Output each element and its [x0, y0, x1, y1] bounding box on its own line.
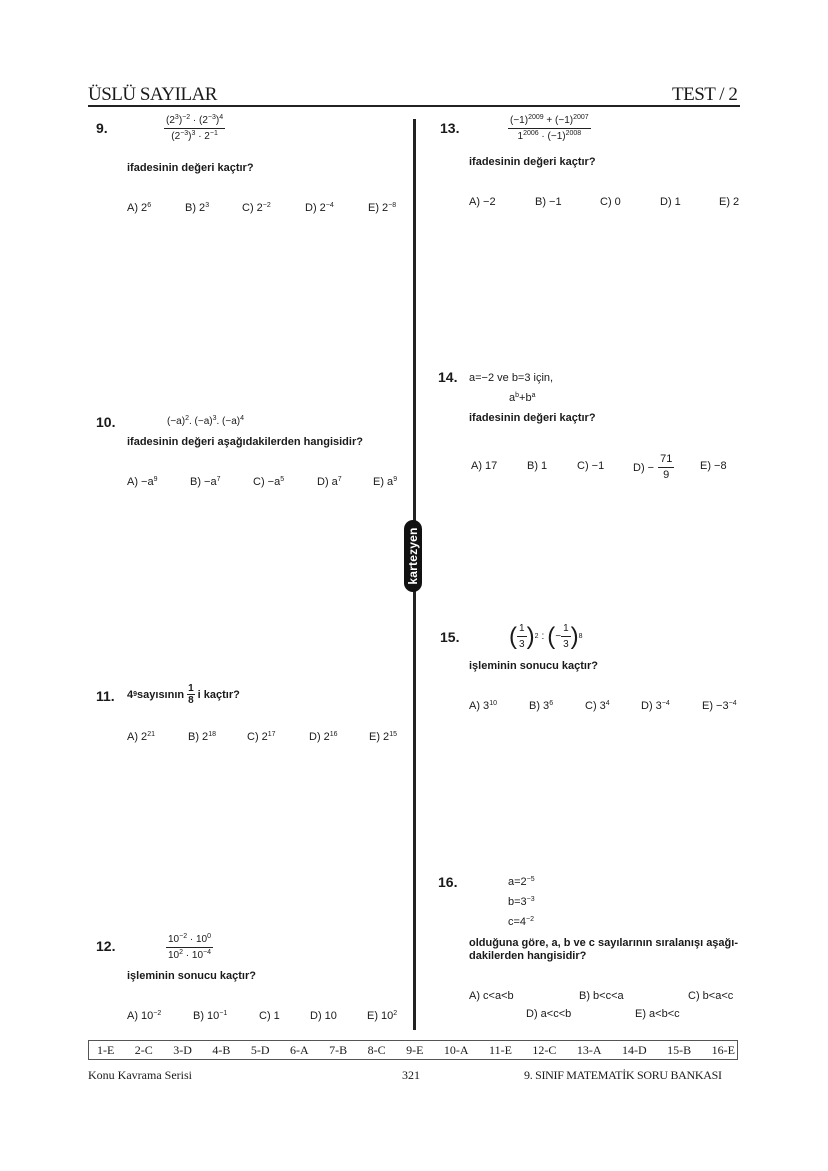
header-divider: [88, 105, 740, 107]
option-d[interactable]: D) a<c<b: [526, 1008, 572, 1020]
option-a[interactable]: $A) -a^9$: [127, 476, 158, 488]
option-e[interactable]: E) $10^2$: [367, 1010, 398, 1022]
question-prompt-line1: olduğuna göre, a, b ve c sayılarının sıralanışı aşağı-: [469, 937, 738, 949]
option-e[interactable]: E) $a^9$: [373, 476, 398, 488]
question-prompt: ifadesinin değeri kaçtır?: [469, 156, 596, 168]
given-c: $c=4^{-2}$: [508, 916, 535, 928]
option-b[interactable]: $B) -a^7$: [190, 476, 221, 488]
given-b: $b=3^{-3}$: [508, 896, 535, 908]
brand-logo-text: kartezyen: [406, 527, 420, 585]
option-e[interactable]: E) $2^{15}$: [369, 731, 397, 743]
question-number: 16.: [438, 874, 458, 890]
option-b[interactable]: B) $2^3$: [185, 202, 210, 214]
option-b[interactable]: B) 1: [527, 460, 548, 472]
option-b[interactable]: B) $10^{-1}$: [193, 1010, 228, 1022]
answer-key-item: 11-E: [489, 1042, 512, 1057]
question-prompt: ifadesinin değeri kaçtır?: [127, 162, 254, 174]
option-c[interactable]: C) $2^{-2}$: [242, 202, 271, 214]
option-a[interactable]: A) $2^6$: [127, 202, 152, 214]
question-prompt: ifadesinin değeri aşağıdakilerden hangisidir?: [127, 436, 363, 448]
question-prompt: 4 9 sayısının 1 8 i kaçtır?: [127, 683, 240, 706]
answer-key-item: 12-C: [532, 1042, 557, 1057]
option-c[interactable]: $C) -a^5$: [253, 476, 285, 488]
option-b[interactable]: B) $2^{18}$: [188, 731, 216, 743]
question-number: 11.: [96, 688, 115, 704]
question-expression: $a^b+b^a$: [509, 392, 536, 404]
option-a[interactable]: A) 17: [471, 460, 498, 472]
option-c[interactable]: C) $2^{17}$: [247, 731, 276, 743]
answer-key-item: 1-E: [97, 1042, 115, 1057]
question-number: 9.: [96, 120, 108, 136]
answer-key-item: 9-E: [406, 1042, 424, 1057]
answer-key: [88, 1040, 738, 1060]
option-e[interactable]: E) −8: [700, 460, 727, 472]
option-a[interactable]: A) $2^{21}$: [127, 731, 155, 743]
option-d[interactable]: D) $3^{-4}$: [641, 700, 670, 712]
given-a: $a=2^{-5}$: [508, 876, 535, 888]
question-number: 13.: [440, 120, 460, 136]
option-c[interactable]: C) 0: [600, 196, 621, 208]
option-e[interactable]: E) $2^{-8}$: [368, 202, 397, 214]
section-title: ÜSLÜ SAYILAR: [88, 84, 217, 105]
brand-badge: [404, 520, 422, 592]
option-c[interactable]: C) $3^4$: [585, 700, 610, 712]
question-number: 15.: [440, 629, 460, 645]
option-c[interactable]: C) 1: [259, 1010, 280, 1022]
answer-key-item: 15-B: [667, 1042, 692, 1057]
answer-key-item: 8-C: [367, 1042, 386, 1057]
answer-key-item: 16-E: [711, 1042, 735, 1057]
option-e[interactable]: E) a<b<c: [635, 1008, 680, 1020]
question-expression: $(-a)^2$. $(-a)^3$. $(-a)^4$: [167, 415, 245, 427]
option-e[interactable]: E) 2: [719, 196, 740, 208]
option-a[interactable]: A) c<a<b: [469, 990, 514, 1002]
option-d[interactable]: D) − $\frac{71}{9}$: [633, 453, 673, 481]
question-number: 14.: [438, 369, 458, 385]
option-d[interactable]: D) 10: [310, 1010, 337, 1022]
question-prompt: işleminin sonucu kaçtır?: [127, 970, 256, 982]
option-c[interactable]: C) −1: [577, 460, 605, 472]
option-a[interactable]: A) −2: [469, 196, 496, 208]
question-prompt: ifadesinin değeri kaçtır?: [469, 412, 596, 424]
option-a[interactable]: A) $3^{10}$: [469, 700, 497, 712]
option-e[interactable]: $E) -3^{-4}$: [702, 700, 737, 712]
answer-key-item: 13-A: [576, 1042, 602, 1057]
option-a[interactable]: A) $10^{-2}$: [127, 1010, 162, 1022]
answer-key-item: 6-A: [290, 1042, 309, 1057]
answer-key-item: 10-A: [443, 1042, 469, 1057]
answer-key-item: 2-C: [134, 1042, 153, 1057]
question-number: 12.: [96, 938, 116, 954]
answer-key-item: 4-B: [212, 1042, 231, 1057]
question-expression: $\frac{10^{-2} \cdot 10^0}{10^2 \cdot 10^{-4}}$: [168, 933, 212, 961]
question-prompt-line2: dakilerden hangisidir?: [469, 950, 587, 962]
option-d[interactable]: D) $a^7$: [317, 476, 342, 488]
question-prompt: işleminin sonucu kaçtır?: [469, 660, 598, 672]
question-expression: $\frac{(2^3)^{-2} \cdot (2^{-3})^4}{(2^{-3})^3 \cdot 2^{-1}}$: [166, 114, 224, 142]
test-label: TEST / 2: [672, 84, 738, 105]
answer-key-item: 7-B: [329, 1042, 348, 1057]
series-name: Konu Kavrama Serisi: [88, 1068, 192, 1082]
page-number: 321: [402, 1068, 420, 1082]
option-d[interactable]: D) 1: [660, 196, 681, 208]
question-expression: $\frac{(-1)^{2009} + (-1)^{2007}}{1^{2006} \cdot (-1)^{2008}}$: [510, 114, 589, 142]
option-b[interactable]: B) $3^6$: [529, 700, 554, 712]
option-d[interactable]: D) $2^{16}$: [309, 731, 338, 743]
option-b[interactable]: B) b<c<a: [579, 990, 624, 1002]
answer-key-item: 5-D: [250, 1042, 270, 1057]
book-title: 9. SINIF MATEMATİK SORU BANKASI: [524, 1068, 722, 1082]
answer-key-item: 3-D: [173, 1042, 192, 1057]
question-expression: ( $\frac{1}{3}$ ) 2 : ( − $\frac{1}{3}$ ) 8: [509, 622, 583, 650]
question-number: 10.: [96, 414, 116, 430]
option-d[interactable]: D) $2^{-4}$: [305, 202, 334, 214]
option-c[interactable]: C) b<a<c: [688, 990, 734, 1002]
question-given: a=−2 ve b=3 için,: [469, 372, 554, 384]
option-b[interactable]: B) −1: [535, 196, 562, 208]
answer-key-item: 14-D: [622, 1042, 647, 1057]
